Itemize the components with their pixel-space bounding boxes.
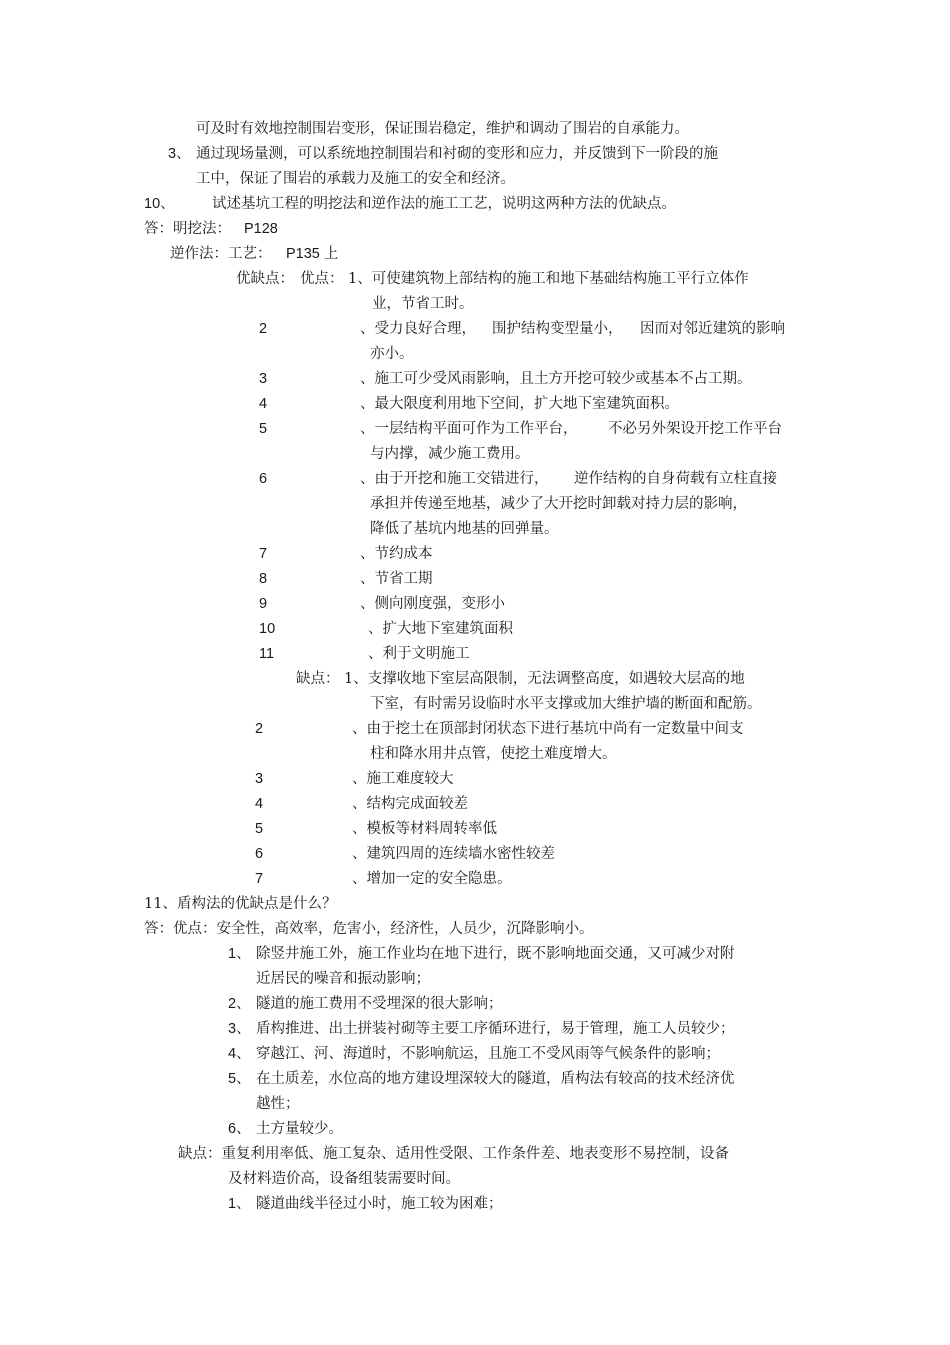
- text-line: 、扩大地下室建筑面积: [368, 621, 513, 637]
- text-line: 1、可使建筑物上部结构的施工和地下基础结构施工平行立体作: [348, 271, 749, 287]
- list-number: 4: [255, 796, 264, 812]
- question-text: 11、盾构法的优缺点是什么？: [144, 896, 337, 912]
- text-line: 在土质差，水位高的地方建设埋深较大的隧道，盾构法有较高的技术经济优: [256, 1071, 735, 1087]
- text-line: 隧道曲线半径过小时，施工较为困难；: [256, 1196, 503, 1212]
- text-line: 承担并传递至地基，减少了大开挖时卸载对持力层的影响，: [370, 496, 747, 512]
- list-number: 4、: [228, 1046, 251, 1062]
- text-line: 隧道的施工费用不受埋深的很大影响；: [256, 996, 503, 1012]
- text-line: 柱和降水用井点管，使挖土难度增大。: [370, 746, 617, 762]
- list-number: 1、: [228, 946, 251, 962]
- text-line: 穿越江、河、海道时，不影响航运，且施工不受风雨等气候条件的影响；: [256, 1046, 720, 1062]
- text-line: 、施工难度较大: [352, 771, 454, 787]
- text-line: 、最大限度利用地下空间，扩大地下室建筑面积。: [360, 396, 679, 412]
- text-line: 业，节省工时。: [372, 296, 474, 312]
- answer-text: 答：优点：安全性，高效率，危害小，经济性，人员少，沉降影响小。: [144, 921, 594, 937]
- list-number: 3: [259, 371, 268, 387]
- text-line: 降低了基坑内地基的回弹量。: [370, 521, 559, 537]
- list-number: 10: [259, 621, 276, 637]
- text-line: 、增加一定的安全隐患。: [352, 871, 512, 887]
- page-reference: P128: [244, 221, 278, 237]
- text-line: 亦小。: [370, 346, 414, 362]
- text-line: 逆作法：工艺：: [170, 246, 272, 262]
- list-number: 7: [259, 546, 268, 562]
- section-label: 缺点：: [296, 671, 340, 687]
- text-line: 、建筑四周的连续墙水密性较差: [352, 846, 555, 862]
- text-line: 、节省工期: [360, 571, 433, 587]
- list-number: 6: [255, 846, 264, 862]
- list-number: 3: [255, 771, 264, 787]
- text-line: 、利于文明施工: [368, 646, 470, 662]
- text-line: 与内撑，减少施工费用。: [370, 446, 530, 462]
- text-line: 盾构推进、出土拼装衬砌等主要工序循环进行，易于管理，施工人员较少；: [256, 1021, 735, 1037]
- text-line: 、模板等材料周转率低: [352, 821, 497, 837]
- text-line: 、受力良好合理，: [360, 321, 476, 337]
- text-line: 越性；: [256, 1096, 300, 1112]
- text-line: 逆作结构的自身荷载有立柱直接: [574, 471, 777, 487]
- section-label: 优缺点：: [236, 271, 294, 287]
- section-label: 优点：: [300, 271, 344, 287]
- text-line: 土方量较少。: [256, 1121, 343, 1137]
- text-line: 及材料造价高，设备组装需要时间。: [228, 1171, 460, 1187]
- text-line: 、结构完成面较差: [352, 796, 468, 812]
- list-number: 3、: [168, 146, 191, 162]
- list-number: 7: [255, 871, 264, 887]
- text-line: 工中，保证了围岩的承载力及施工的安全和经济。: [196, 171, 515, 187]
- text-line: 、一层结构平面可作为工作平台，: [360, 421, 578, 437]
- list-number: 6: [259, 471, 268, 487]
- question-number: 10、: [144, 196, 175, 212]
- list-number: 3、: [228, 1021, 251, 1037]
- text-line: 通过现场量测，可以系统地控制围岩和衬砌的变形和应力，并反馈到下一阶段的施: [196, 146, 718, 162]
- section-text: 缺点：重复利用率低、施工复杂、适用性受限、工作条件差、地表变形不易控制，设备: [178, 1146, 729, 1162]
- list-number: 11: [259, 646, 275, 662]
- list-number: 2: [255, 721, 264, 737]
- list-number: 2、: [228, 996, 251, 1012]
- list-number: 6、: [228, 1121, 251, 1137]
- text-line: 、施工可少受风雨影响，且土方开挖可较少或基本不占工期。: [360, 371, 752, 387]
- text-line: 除竖井施工外，施工作业均在地下进行，既不影响地面交通，又可减少对附: [256, 946, 735, 962]
- list-number: 5: [255, 821, 264, 837]
- list-number: 1、: [228, 1196, 251, 1212]
- text-line: 、节约成本: [360, 546, 433, 562]
- question-text: 试述基坑工程的明挖法和逆作法的施工工艺，说明这两种方法的优缺点。: [212, 196, 676, 212]
- text-line: 因而对邻近建筑的影响: [640, 321, 785, 337]
- text-line: 近居民的噪音和振动影响；: [256, 971, 430, 987]
- list-number: 8: [259, 571, 268, 587]
- list-number: 5、: [228, 1071, 251, 1087]
- text-line: 、由于开挖和施工交错进行，: [360, 471, 549, 487]
- text-line: 可及时有效地控制围岩变形，保证围岩稳定，维护和调动了围岩的自承能力。: [196, 121, 689, 137]
- list-number: 4: [259, 396, 268, 412]
- list-number: 9: [259, 596, 268, 612]
- list-number: 2: [259, 321, 268, 337]
- page-reference: P135 上: [286, 246, 339, 262]
- text-line: 不必另外架设开挖工作平台: [608, 421, 782, 437]
- text-line: 、侧向刚度强，变形小: [360, 596, 505, 612]
- list-number: 5: [259, 421, 268, 437]
- text-line: 1、支撑收地下室层高限制，无法调整高度，如遇较大层高的地: [344, 671, 745, 687]
- text-line: 下室，有时需另设临时水平支撑或加大维护墙的断面和配筋。: [370, 696, 762, 712]
- text-line: 围护结构变型量小，: [492, 321, 623, 337]
- text-line: 、由于挖土在顶部封闭状态下进行基坑中尚有一定数量中间支: [352, 721, 744, 737]
- answer-label: 答：明挖法：: [144, 221, 231, 237]
